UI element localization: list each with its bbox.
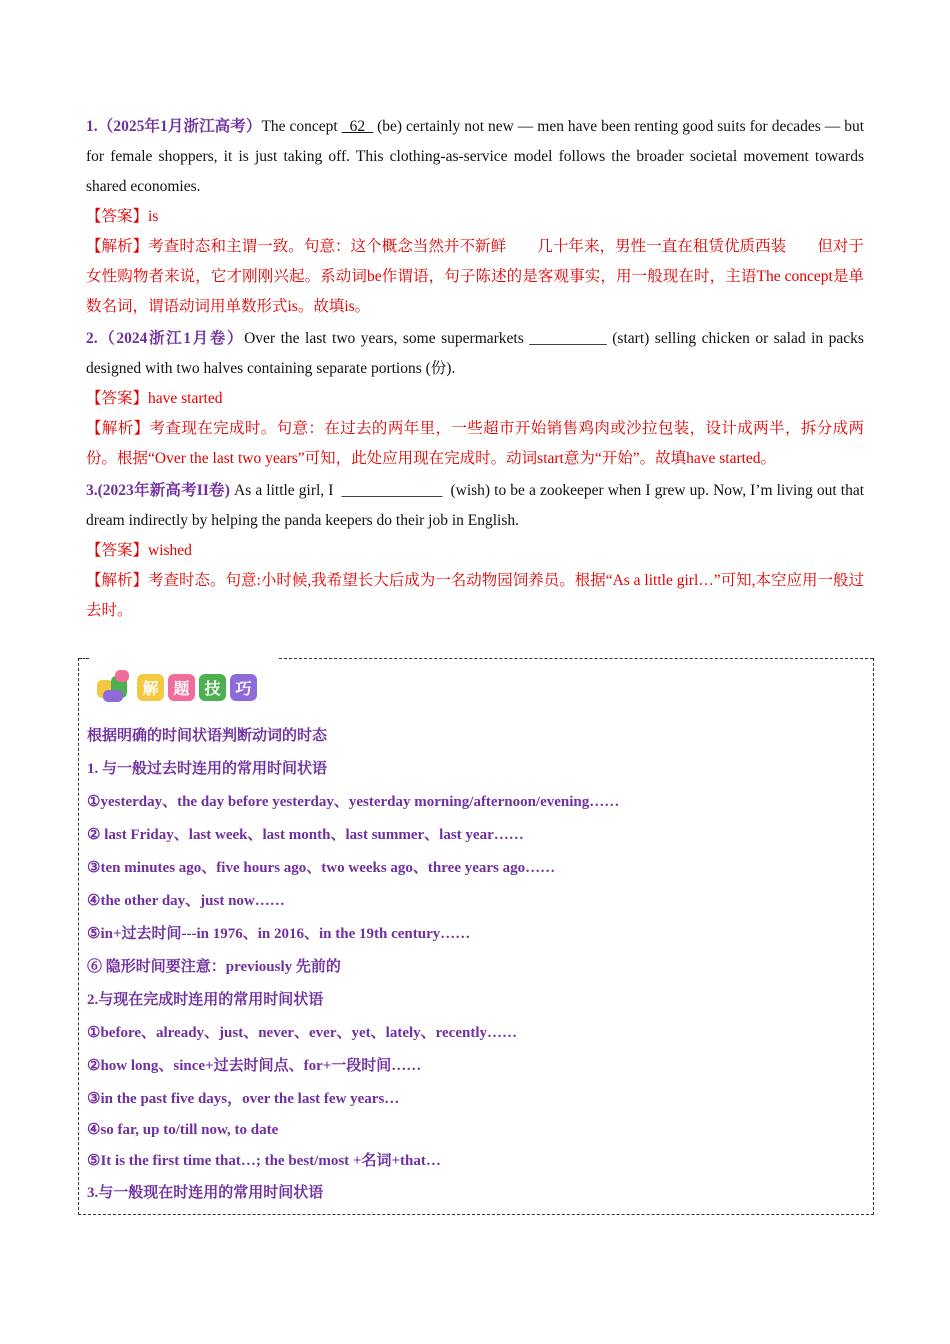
answer-text: have started <box>148 390 223 407</box>
question-text: The concept <box>261 118 342 135</box>
question-1 <box>86 112 864 202</box>
question-text: (wish) to be a zookeeper when I grew up. Now, I’m living out that dream indirectly by helping the panda keepers do their job in English. <box>86 482 868 529</box>
tip-line: ②how long、since+过去时间点、for+一段时间…… <box>87 1058 422 1074</box>
question-source: 3.(2023年新高考II卷) <box>86 482 230 499</box>
answer-blank: _____________ <box>341 482 443 499</box>
tip-line: ⑤It is the first time that…; the best/most +名词+that… <box>87 1153 441 1169</box>
analysis-text: 考查时态和主谓一致。句意：这个概念当然并不新鲜 几十年来，男性一直在租赁优质西装 但对于女性购物者来说，它才刚刚兴起。系动词be作谓语，句子陈述的是客观事实，用一般现在时，主语The concept是单数名词，谓语动词用单数形式is。故填is。 <box>86 238 864 315</box>
analysis-label: 【解析】 <box>86 238 149 255</box>
analysis-line <box>86 232 864 322</box>
question-text: Over the last two years, some supermarkets <box>244 330 530 347</box>
badge-ti: 题 <box>168 674 195 701</box>
exercise-content <box>86 112 868 626</box>
question-2 <box>86 324 864 384</box>
tip-line: 1. 与一般过去时连用的常用时间状语 <box>87 761 328 777</box>
answer-blank: 62 <box>341 118 374 135</box>
analysis-text: 考查时态。句意:小时候,我希望长大后成为一名动物园饲养员。根据“As a little girl…”可知,本空应用一般过去时。 <box>86 572 865 619</box>
tip-line: ② last Friday、last week、last month、last summer、last year…… <box>87 827 524 843</box>
badge-ji: 技 <box>199 674 226 701</box>
tips-list <box>87 720 857 1210</box>
analysis-line <box>86 566 864 626</box>
tips-header <box>93 670 257 704</box>
tip-line: 2.与现在完成时连用的常用时间状语 <box>87 992 324 1008</box>
answer-line <box>86 384 864 414</box>
tip-line: ①before、already、just、never、ever、yet、lately、recently…… <box>87 1025 518 1041</box>
tip-line: 3.与一般现在时连用的常用时间状语 <box>87 1185 324 1201</box>
answer-blank: __________ <box>529 330 607 347</box>
analysis-label: 【解析】 <box>86 420 150 437</box>
analysis-line <box>86 414 864 474</box>
answer-line <box>86 536 864 566</box>
question-source: 1.（2025年1月浙江高考） <box>86 118 262 135</box>
tip-line: ⑥ 隐形时间要注意：previously 先前的 <box>87 959 341 975</box>
tip-line: ④the other day、just now…… <box>87 893 285 909</box>
tip-line: ⑤in+过去时间---in 1976、in 2016、in the 19th century…… <box>87 926 471 942</box>
tip-line: ③in the past five days，over the last few years… <box>87 1091 400 1107</box>
answer-text: wished <box>148 542 192 559</box>
question-text: (be) certainly not new — men have been renting good suits for decades — but for female shoppers, it is just taking off. This clothing-as-service model follows the broader societal movement towards shared economies. <box>86 118 864 195</box>
analysis-text: 考查现在完成时。句意：在过去的两年里，一些超市开始销售鸡肉或沙拉包装，设计成两半，拆分成两份。根据“Over the last two years”可知，此处应用现在完成时。动词start意为“开始”。故填have started。 <box>86 420 864 467</box>
analysis-label: 【解析】 <box>86 572 149 589</box>
box-border-top-left <box>79 658 89 659</box>
tip-line: ④so far, up to/till now, to date <box>87 1122 279 1138</box>
badge-qiao: 巧 <box>230 674 257 701</box>
question-source: 2.（2024浙江1月卷） <box>86 330 245 347</box>
answer-label: 【答案】 <box>86 208 149 225</box>
answer-text: is <box>148 208 159 225</box>
answer-line <box>86 202 864 232</box>
tip-line: ①yesterday、the day before yesterday、yesterday morning/afternoon/evening…… <box>87 794 620 810</box>
tips-box <box>78 658 874 1215</box>
tips-title: 根据明确的时间状语判断动词的时态 <box>87 728 328 744</box>
question-text: As a little girl, I <box>229 482 342 499</box>
answer-label: 【答案】 <box>86 390 149 407</box>
box-border-top <box>279 658 873 659</box>
puzzle-icon <box>93 670 133 704</box>
question-text: (start) selling chicken or salad in packs designed with two halves containing separate portions (份). <box>86 330 864 377</box>
answer-label: 【答案】 <box>86 542 149 559</box>
question-3 <box>86 476 868 536</box>
badge-jie: 解 <box>137 674 164 701</box>
tip-line: ③ten minutes ago、five hours ago、two weeks ago、three years ago…… <box>87 860 556 876</box>
